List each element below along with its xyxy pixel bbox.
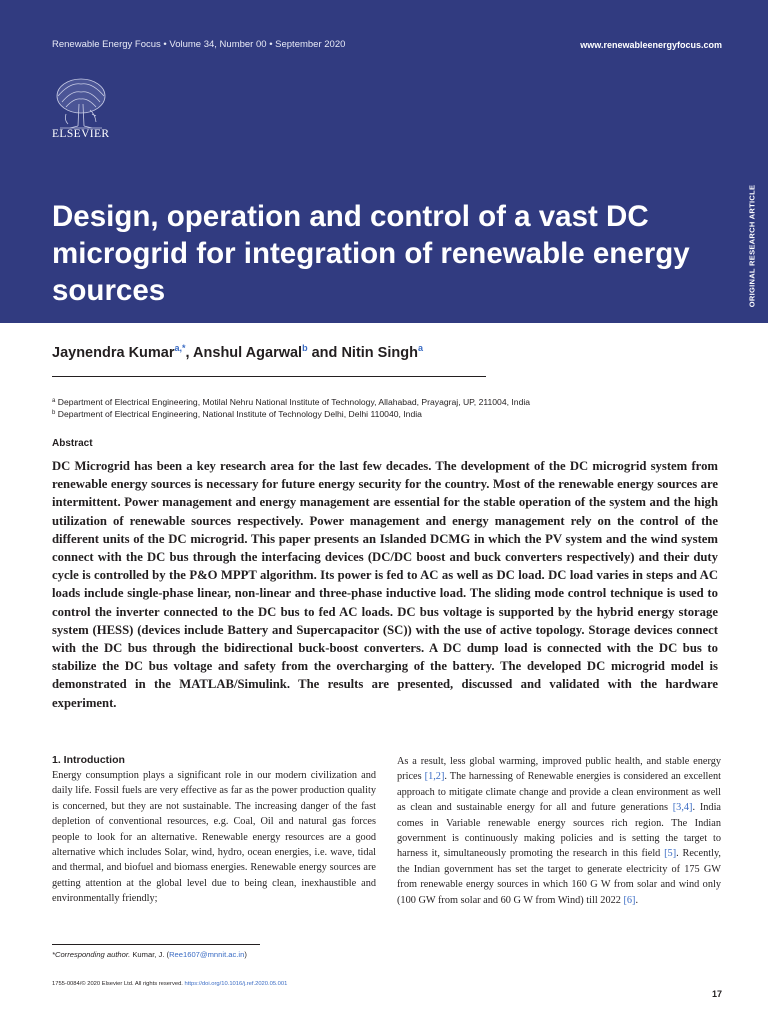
author-affiliation-mark[interactable]: a: [417, 343, 423, 353]
author-email-link[interactable]: Ree1607@mnnit.ac.in: [169, 950, 245, 959]
author-affiliation-mark[interactable]: b: [302, 343, 308, 353]
footnote-divider: [52, 944, 260, 945]
abstract-heading: Abstract: [52, 438, 93, 449]
author-name[interactable]: Jaynendra Kumar: [52, 345, 175, 361]
citation-link[interactable]: [1,2]: [424, 771, 445, 783]
author-affiliation-mark[interactable]: a,*: [174, 343, 186, 353]
header-banner: [0, 0, 768, 323]
footnote-text: ): [244, 950, 247, 959]
footnote-text: Kumar, J. (: [130, 950, 170, 959]
author-name[interactable]: Nitin Singh: [341, 345, 418, 361]
article-type-tab: [736, 170, 768, 323]
affiliation-a: [52, 397, 530, 407]
citation-link[interactable]: [5]: [664, 848, 677, 860]
journal-website-link[interactable]: www.renewableenergyfocus.com: [580, 40, 722, 50]
introduction-paragraph-continued: [397, 754, 721, 908]
footnote-label: *Corresponding author.: [52, 950, 131, 959]
journal-citation-line: Renewable Energy Focus • Volume 34, Number 00 • September 2020: [52, 39, 346, 50]
author-divider: [52, 376, 486, 377]
body-text: . India comes in Variable renewable energy sources rich region. The Indian government is continuously making policies and is setting the target to harness it, simultaneously promoting the research in this field: [397, 802, 721, 860]
body-text: .: [635, 894, 639, 906]
citation-link[interactable]: [6]: [623, 894, 636, 906]
copyright-text: 1755-0084/© 2020 Elsevier Ltd. All rights reserved.: [52, 981, 185, 987]
publisher-logo-wordmark: ELSEVIER: [52, 128, 110, 140]
page-number: 17: [711, 989, 722, 999]
doi-link[interactable]: https://doi.org/10.1016/j.ref.2020.05.001: [184, 981, 288, 987]
article-title: Design, operation and control of a vast DC microgrid for integration of renewable energy sources: [52, 200, 690, 307]
introduction-paragraph: Energy consumption plays a significant role in our modern civilization and daily life. Fossil fuels are very effective as far as the power production quality is concerned, but they are not sustainable. The increasing danger of the fast depletion of conventional resources, e.g. Coal, Oil and natural gas forces people to look for an alternative. Renewable energy resources are a good alternative which includes Solar, wind, hydro, ocean energies, i.e. wave, tidal and thermal, and biofuel and biomass energies. Renewable energy sources are getting attention at the global level due to being clean, inexhaustible and environmentally friendly;: [52, 770, 376, 905]
author-separator: ,: [185, 345, 194, 361]
corresponding-author-footnote: [52, 950, 247, 959]
article-type-label: ORIGINAL RESEARCH ARTICLE: [747, 184, 757, 308]
author-list: [52, 343, 423, 361]
affiliation-mark: b: [52, 410, 56, 416]
copyright-line: [52, 981, 287, 987]
body-text: As a result, less global warming, improved public health, and stable energy prices: [397, 756, 721, 783]
body-text: . Recently, the Indian government has set the target to generate electricity of 175 GW from renewable energy sources in which 160 G W from solar and wind only (100 GW from solar and 60 G W from Wind) till 2022: [397, 848, 722, 906]
column-right: [397, 754, 721, 908]
affiliation-mark: a: [52, 398, 56, 404]
affiliation-text: Department of Electrical Engineering, Motilal Nehru National Institute of Technology, Allahabad, Prayagraj, UP, 211004, India: [57, 397, 531, 407]
citation-link[interactable]: [3,4]: [672, 802, 693, 814]
abstract-text: DC Microgrid has been a key research area for the last few decades. The development of the DC microgrid system from renewable energy sources is necessary for future energy security for the country. Most of the renewable energy sources are intermittent. Power management and energy management are essential for the stable operation of the system and the high utilization of renewable sources respectively. Power management and energy management rely on the control of the different units of the DC microgrid. This paper presents an Islanded DCMG in which the PV system and the wind system connect with the DC bus through the interfacing devices (DC/DC boost and buck converters respectively) and their duty cycle is controlled by the P&O MPPT algorithm. Its power is fed to AC as well as DC load. DC load varies in steps and AC loads include single-phase linear, non-linear and three-phase inductive load. The sliding mode control technique is used to control the inverter connected to the DC bus to fed AC loads. DC bus voltage is supported by the hybrid energy storage system (HESS) (devices include Battery and Supercapacitor (SC)) with the use of active topology. Storage devices connect with the DC bus through the bidirectional buck-boost converters. A DC dump load is connected with the DC bus to stabilize the DC bus voltage and safety from the overcharging of the battery. The developed DC microgrid model is demonstrated in the MATLAB/Simulink. The results are presented, discussed and validated with the hardware experiment.: [52, 459, 718, 710]
section-heading-introduction: 1. Introduction: [52, 754, 125, 766]
affiliation-text: Department of Electrical Engineering, National Institute of Technology Delhi, Delhi 110040, India: [57, 409, 422, 419]
affiliation-b: [52, 409, 422, 419]
author-name[interactable]: Anshul Agarwal: [193, 345, 303, 361]
author-separator: and: [307, 345, 342, 361]
body-text: . The harnessing of Renewable energies is considered an excellent approach to mitigate climate change and provide a clean environment as well as clean and sustainable energy for all and future generations: [397, 771, 721, 814]
column-left: [52, 752, 376, 907]
